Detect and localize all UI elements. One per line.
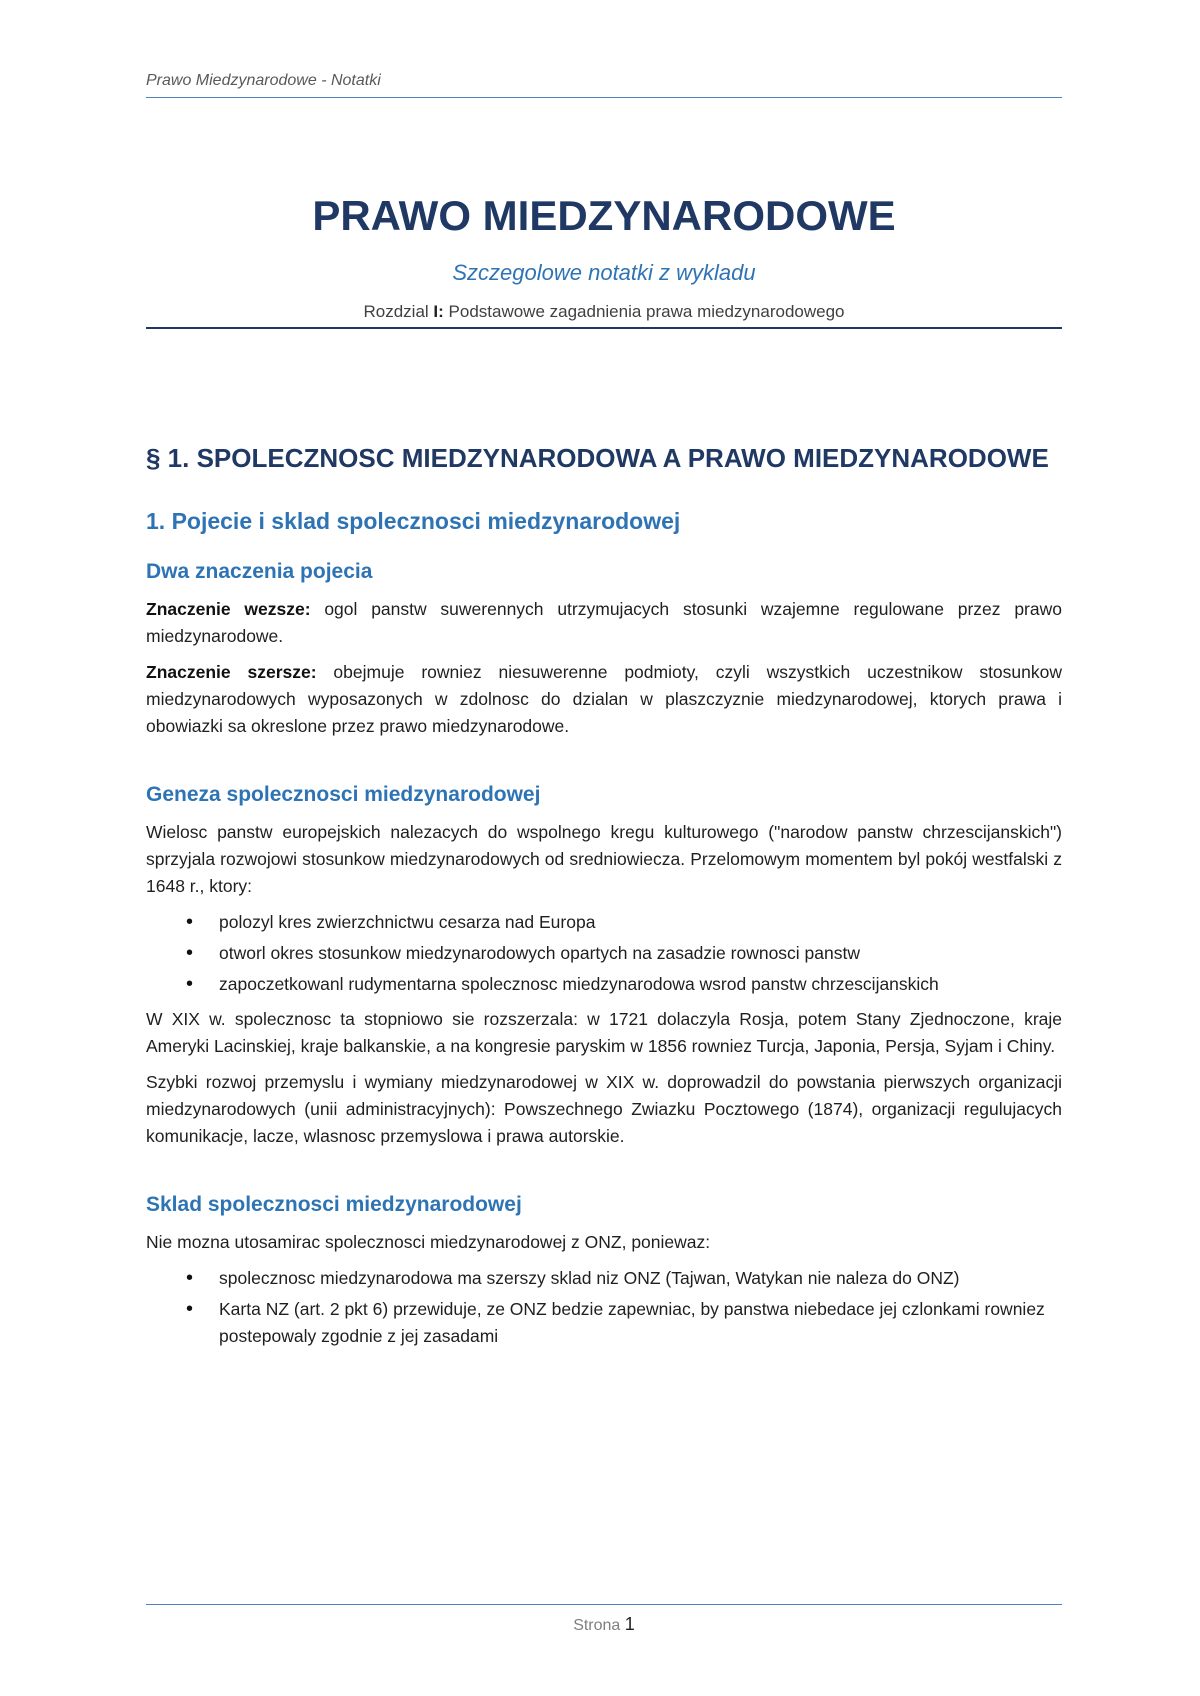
document-title: PRAWO MIEDZYNARODOWE bbox=[312, 192, 896, 239]
definition-wezsze: ogol panstw suwerennych utrzymujacych stosunki wzajemne regulowane przez prawo miedzynarodowe. bbox=[146, 599, 1062, 646]
term-wezsze: Znaczenie wezsze: bbox=[146, 599, 311, 619]
heading-dwa-znaczenia: Dwa znaczenia pojecia bbox=[146, 560, 373, 583]
page-label: Strona bbox=[573, 1617, 625, 1634]
paragraph-sklad-intro: Nie mozna utosamirac spolecznosci miedzynarodowej z ONZ, poniewaz: bbox=[146, 1232, 711, 1252]
paragraph-znaczenie-wezsze bbox=[146, 596, 1062, 650]
paragraph-xix-wiek: W XIX w. spolecznosc ta stopniowo sie rozszerzala: w 1721 dolaczyla Rosja, potem Stany Zjednoczone, kraje Ameryki Lacinskiej, kraje balkanskie, a na kongresie paryskim w 1856 rowniez Turcja, Japonia, Persja, Syjam i Chiny. bbox=[146, 1009, 1062, 1056]
chapter-title: Podstawowe zagadnienia prawa miedzynarodowego bbox=[443, 302, 845, 321]
spacer bbox=[146, 1159, 1062, 1191]
header-rule bbox=[146, 97, 1062, 98]
chapter-number: I: bbox=[433, 302, 444, 321]
section-heading: § 1. SPOLECZNOSC MIEDZYNARODOWA A PRAWO MIEDZYNARODOWE bbox=[146, 443, 1049, 473]
page-number: 1 bbox=[624, 1614, 635, 1634]
chapter-line bbox=[146, 302, 1062, 322]
bullet-list-geneza bbox=[146, 909, 1062, 998]
subsection-heading: 1. Pojecie i sklad spolecznosci miedzynarodowej bbox=[146, 508, 681, 534]
list-item: • zapoczetkowanl rudymentarna spolecznosc miedzynarodowa wsrod panstw chrzescijanskich bbox=[146, 971, 1062, 998]
page-footer bbox=[146, 1614, 1062, 1635]
heading-sklad: Sklad spolecznosci miedzynarodowej bbox=[146, 1193, 522, 1216]
paragraph-znaczenie-szersze bbox=[146, 659, 1062, 740]
definition-szersze: obejmuje rowniez niesuwerenne podmioty, czyli wszystkich uczestnikow stosunkow miedzynarodowych wyposazonych w zdolnosc do dzialan w plaszczyznie miedzynarodowej, ktorych prawa i obowiazki sa okreslone przez prawo miedzynarodowe. bbox=[146, 662, 1063, 736]
paragraph-geneza-intro: Wielosc panstw europejskich nalezacych do wspolnego kregu kulturowego ("narodow panstw chrzescijanskich") sprzyjala rozwojowi stosunkow miedzynarodowych od sredniowiecza. Przelomowym momentem byl pokój westfalski z 1648 r., ktory: bbox=[146, 822, 1062, 896]
chapter-label: Rozdzial bbox=[363, 302, 434, 321]
running-header: Prawo Miedzynarodowe - Notatki bbox=[146, 72, 381, 89]
list-item: • otworl okres stosunkow miedzynarodowych opartych na zasadzie rownosci panstw bbox=[146, 940, 1062, 967]
document-subtitle: Szczegolowe notatki z wykladu bbox=[452, 260, 756, 285]
spacer bbox=[146, 749, 1062, 781]
main-content bbox=[146, 438, 1062, 1358]
list-item: • Karta NZ (art. 2 pkt 6) przewiduje, ze ONZ bedzie zapewniac, by panstwa niebedace jej czlonkami rowniez postepowaly zgodnie z jej zasadami bbox=[146, 1296, 1062, 1350]
list-item: • spolecznosc miedzynarodowa ma szerszy sklad niz ONZ (Tajwan, Watykan nie naleza do ONZ) bbox=[146, 1265, 1062, 1292]
list-item: • polozyl kres zwierzchnictwu cesarza nad Europa bbox=[146, 909, 1062, 936]
heading-geneza: Geneza spolecznosci miedzynarodowej bbox=[146, 783, 541, 806]
paragraph-organizacje: Szybki rozwoj przemyslu i wymiany miedzynarodowej w XIX w. doprowadzil do powstania pierwszych organizacji miedzynarodowych (unii administracyjnych): Powszechnego Zwiazku Pocztowego (1874), organizacji regulujacych komunikacje, lacze, wlasnosc przemyslowa i prawa autorskie. bbox=[146, 1072, 1062, 1146]
title-rule bbox=[146, 327, 1062, 329]
bullet-list-sklad bbox=[146, 1265, 1062, 1350]
term-szersze: Znaczenie szersze: bbox=[146, 662, 317, 682]
footer-rule bbox=[146, 1604, 1062, 1605]
